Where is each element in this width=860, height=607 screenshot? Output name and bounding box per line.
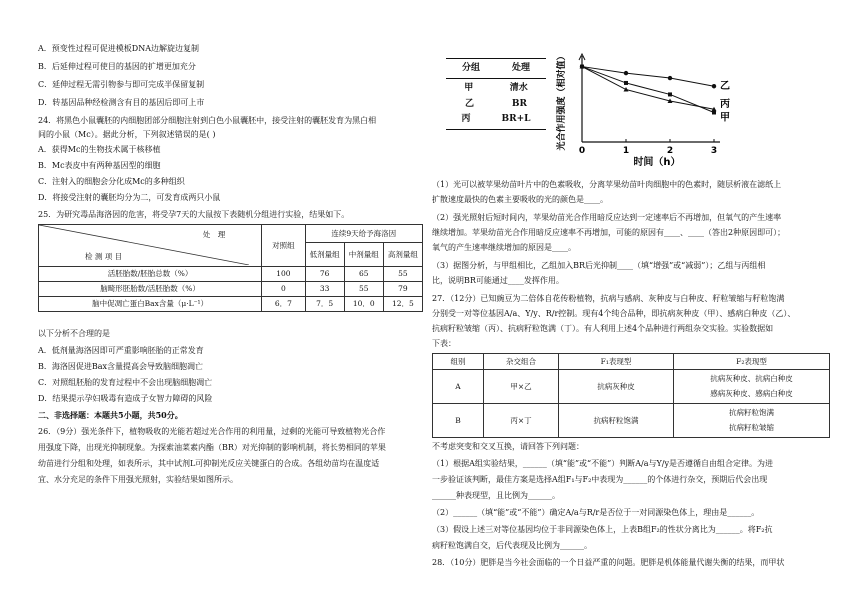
q26-sub-3b: 比，说明BR可能通过____发挥作用。: [432, 276, 564, 285]
q25-cell: 76: [305, 267, 344, 282]
q23-option-b: B．后延伸过程可使目的基因的扩增更加充分: [38, 62, 196, 71]
q27-sub-3a: （3）假设上述三对等位基因均位于非同源染色体上，上表B组F₂的性状分离比为______。将F₂抗: [432, 525, 773, 534]
q23-option-a: A．预变性过程可促进模板DNA边解旋边复制: [38, 44, 199, 53]
series-label: 丙: [720, 99, 730, 111]
q26-sub-2c: 氧气的产生速率继续增加的原因是____。: [432, 243, 576, 252]
treatment-group: 乙: [464, 98, 474, 109]
q25-option-c: C．对照组胚胎的发育过程中不会出现脑细胞凋亡: [38, 378, 213, 387]
treatment-group: 丙: [461, 113, 471, 124]
cross-combo: 甲×乙: [484, 370, 559, 404]
q26-stem-line3: 幼苗进行分组和处理，如表所示，其中试剂L可抑制光反应关键蛋白的合成。各组幼苗均在温度适: [38, 459, 380, 468]
q25-stem: 25．为研究毒品海洛因的危害，将受孕7天的大鼠按下表随机分组进行实验，结果如下。: [38, 210, 350, 219]
q25-option-a: A．低剂量海洛因即可严重影响胚胎的正常发育: [38, 346, 204, 355]
q27-stem-3: 抗病籽粒皱缩（丙）、抗病籽粒饱满（丁）。有人利用上述4个品种进行两组杂交实验。实验数据如: [432, 324, 774, 333]
q25-after: 以下分析不合理的是: [38, 329, 110, 338]
q25-header-mid: 中剂量组: [344, 243, 383, 267]
q27-sub-1c: ______种表现型，且比例为______。: [432, 491, 560, 500]
q25-cell: 33: [305, 282, 344, 297]
q26-stem-line1: 26．（9分）强光条件下，植物吸收的光能若超过光合作用的利用量，过剩的光能可导致植物光合作: [38, 427, 386, 436]
cross-row: [433, 404, 830, 438]
q25-row: [39, 267, 423, 282]
q26-sub-3a: （3）据图分析，与甲组相比，乙组加入BR后光抑制____（填“增强”或“减弱”）；乙组与丙组相: [432, 261, 766, 270]
q23-option-d: D．转基因品种经检测含有目的基因后即可上市: [38, 98, 205, 107]
q25-row-label: 脑中促凋亡蛋白Bax含量（μ·L⁻¹）: [39, 297, 262, 312]
data-point: [668, 92, 672, 96]
q28-stem: 28．（10分）肥胖是当今社会面临的一个日益严重的问题。肥胖是机体能量代谢失衡的结果，而甲状: [432, 558, 785, 567]
q25-header-group-title: 连续9天给予海洛因: [305, 225, 422, 243]
treatment-header-group: 分组: [461, 63, 480, 73]
cross-table: [432, 353, 830, 438]
cross-group: B: [433, 404, 484, 438]
q27-sub-intro: 不考虑突变和交叉互换，请回答下列问题：: [432, 442, 584, 451]
cross-f2: [674, 404, 830, 438]
q25-row: [39, 282, 423, 297]
x-tick-label: 1: [622, 146, 630, 156]
data-point: [712, 84, 716, 88]
data-point: [624, 71, 628, 75]
q24-stem-line2: 间的小鼠（Mc）。据此分析，下列叙述错误的是( ): [38, 130, 216, 139]
x-tick-label: 0: [578, 146, 586, 156]
treatment-value: BR: [511, 98, 528, 109]
q27-stem-2: 分别受一对等位基因A/a、Y/y、R/r控制。现有4个纯合品种，即抗病灰种皮（甲）、感病白种皮（乙）、: [432, 309, 796, 318]
x-tick-label: 3: [710, 146, 718, 156]
q27-sub-1a: （1）根据A组实验结果，______（填“能”或“不能”）判断A/a与Y/y是否遵循自由组合定律。为进: [432, 459, 773, 468]
q26-stem-line2: 用强度下降，出现光抑制现象。为探索油菜素内酯（BR）对光抑制的影响机制，将长势相同的苹果: [38, 443, 386, 452]
q25-row-label: 脑畸形胚胎数/活胚胎数（%）: [39, 282, 262, 297]
q25-cell: 7．5: [305, 297, 344, 312]
data-point: [624, 87, 629, 92]
q25-cell: 12．5: [383, 297, 422, 312]
cross-row: [433, 370, 830, 404]
q25-option-d: D．结果提示孕妇吸毒有造成子女智力障碍的风险: [38, 394, 213, 403]
q27-sub-2: （2）______（填“能”或“不能”）确定A/a与R/r是否位于一对同源染色体上，理由是______。: [432, 508, 760, 517]
cross-f2-line: 抗病灰种皮、抗病白种皮: [710, 374, 793, 384]
q24-stem-line1: 24．将黑色小鼠囊胚的内细胞团部分细胞注射到白色小鼠囊胚中，接受注射的囊胚发育为黑白相: [38, 116, 377, 125]
q24-option-b: B．Mc表皮中有两种基因型的细胞: [38, 161, 161, 170]
q27-sub-1b: 一步验证该判断，最佳方案是选择A组F₁与F₂中表现为______的个体进行杂交，预期后代会出现: [432, 475, 768, 484]
q25-cell: 100: [262, 267, 305, 282]
cross-header: F₂表现型: [674, 354, 830, 370]
treatment-header-treat: 处理: [511, 63, 530, 73]
q24-option-a: A．获得Mc的生物技术属于核移植: [38, 145, 161, 154]
q27-sub-3b: 病籽粒饱满自交，后代表现及比例为______。: [432, 541, 592, 550]
photosynthesis-chart: [550, 50, 740, 170]
cross-f1: 抗病籽粒饱满: [559, 404, 674, 438]
q25-header-item: 检 测 项 目: [85, 251, 123, 261]
q25-cell: 79: [383, 282, 422, 297]
treatment-row: [446, 112, 546, 130]
cross-f2: [674, 370, 830, 404]
chart-axes: [579, 54, 720, 142]
treatment-row: [446, 97, 546, 112]
cross-f2-line: 抗病籽粒饱满: [729, 408, 774, 418]
series-line-丙: [582, 67, 714, 110]
q25-header-high: 高剂量组: [383, 243, 422, 267]
x-axis-label: 时间（h）: [633, 157, 681, 168]
treatment-group: 甲: [464, 83, 474, 94]
q25-header-control: 对照组: [262, 225, 305, 267]
q27-stem-1: 27．（12分）已知豌豆为二倍体自花传粉植物，抗病与感病、灰种皮与白种皮、籽粒皱缩与籽粒饱满: [432, 294, 785, 303]
q25-header-treat: 处 理: [202, 230, 226, 239]
treatment-row: [446, 79, 546, 96]
treatment-value: 清水: [509, 83, 528, 94]
cross-group: A: [433, 370, 484, 404]
x-tick-label: 2: [666, 146, 674, 156]
data-point: [668, 76, 672, 80]
q25-cell: 0: [262, 282, 305, 297]
cross-header: F₁表现型: [559, 354, 674, 370]
q25-cell: 65: [344, 267, 383, 282]
q27-stem-4: 下表：: [432, 339, 456, 348]
cross-f1: 抗病灰种皮: [559, 370, 674, 404]
q25-row-label: 活胚胎数/胚胎总数（%）: [39, 267, 262, 282]
q26-stem-line4: 宜、水分充足的条件下用强光照射，实验结果如图所示。: [38, 475, 238, 484]
q26-sub-1a: （1）光可以被苹果幼苗叶片中的色素吸收，分离苹果幼苗叶肉细胞中的色素时，随层析液在滤纸上: [432, 180, 782, 189]
q25-option-b: B．海洛因促进Bax含量提高会导致脑细胞凋亡: [38, 362, 204, 371]
q26-sub-1b: 扩散速度最快的色素主要吸收的光的颜色是____。: [432, 195, 608, 204]
q26-sub-2b: 继续增加。苹果幼苗光合作用暗反应速率不再增加，可能的原因有____、____（答出2种原因即可）；: [432, 228, 786, 237]
q23-option-c: C．延伸过程无需引物参与即可完成半保留复制: [38, 80, 205, 89]
q25-diagonal-header: [39, 225, 262, 267]
q25-cell: 6．7: [262, 297, 305, 312]
q25-cell: 10．0: [344, 297, 383, 312]
treatment-value: BR+L: [501, 113, 531, 124]
series-label: 甲: [720, 112, 730, 124]
cross-f2-line: 感病灰种皮、感病白种皮: [710, 388, 793, 398]
cross-f2-line: 抗病籽粒皱缩: [729, 422, 774, 432]
q25-table: [38, 224, 423, 312]
q25-cell: 55: [383, 267, 422, 282]
cross-header: 杂交组合: [484, 354, 559, 370]
cross-header: 组别: [433, 354, 484, 370]
q24-option-d: D．将接受注射的囊胚均分为二，可发育成两只小鼠: [38, 193, 221, 202]
cross-combo: 丙×丁: [484, 404, 559, 438]
chart-series: [580, 64, 717, 114]
q25-cell: 55: [344, 282, 383, 297]
y-axis-label: 光合作用强度（相对值）: [557, 51, 567, 151]
section-heading: 二、非选择题：本题共5小题，共50分。: [38, 410, 183, 420]
q26-sub-2a: （2）强光照射后短时间内，苹果幼苗光合作用暗反应达到一定速率后不再增加，但氧气的产生速率: [432, 213, 782, 222]
data-point: [624, 81, 628, 85]
treatment-table: [446, 58, 546, 130]
chart-labels: [555, 51, 730, 168]
q24-option-c: C．注射入的细胞会分化成Mc的多种组织: [38, 177, 185, 186]
series-label: 乙: [720, 81, 730, 93]
q25-row: [39, 297, 423, 312]
q25-header-low: 低剂量组: [305, 243, 344, 267]
